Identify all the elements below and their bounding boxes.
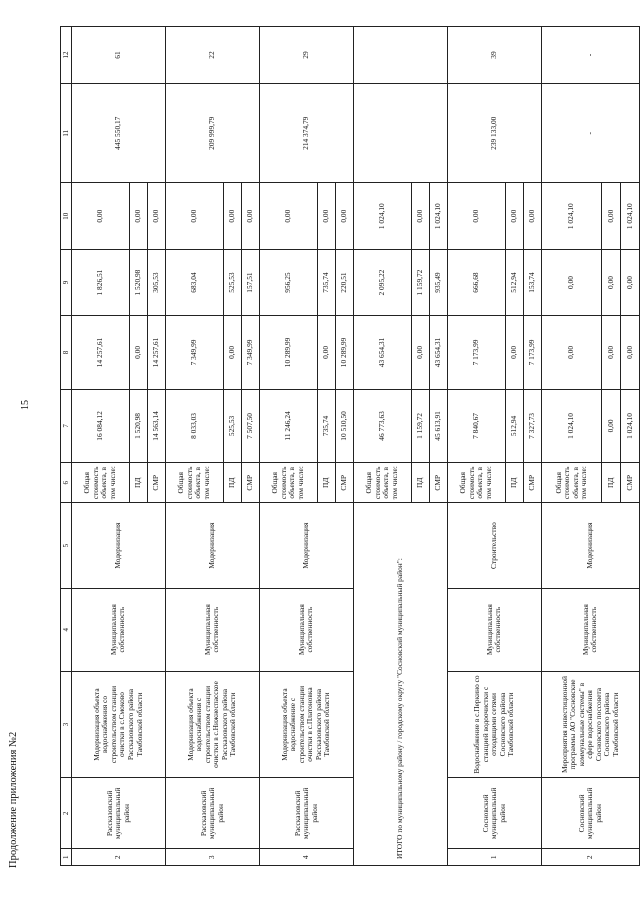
ownership-cell: Муниципальная собственность	[165, 588, 259, 671]
value-cell: 0,00	[335, 183, 353, 249]
empty-cell	[353, 83, 447, 183]
value-cell: 220,51	[335, 249, 353, 315]
value-cell: 0,00	[317, 183, 335, 249]
value-cell: 0,00	[541, 249, 601, 315]
object-name-cell: Мероприятия инвестиционной программы АО "Сосновские коммунальные системы" в сфере водоснабжения Сосновского поссовета Сосновского района Тамбовской области	[541, 671, 639, 778]
value-cell: 0,00	[411, 183, 429, 249]
value-cell: 512,94	[505, 389, 523, 462]
total-row	[353, 27, 411, 866]
value-cell: 43 654,31	[353, 316, 411, 389]
column-number: 2	[61, 778, 72, 849]
value-cell: 0,00	[602, 183, 621, 249]
district-cell: Сосновский муниципальный район	[541, 778, 639, 849]
value-cell: 0,00	[317, 316, 335, 389]
row-number-cell: 4	[259, 849, 353, 866]
table-row	[72, 27, 130, 866]
count-cell: 29	[259, 27, 353, 84]
value-cell: 0,00	[620, 249, 639, 315]
value-cell: 0,00	[602, 249, 621, 315]
value-cell: 0,00	[129, 183, 147, 249]
district-cell: Рассказовский муниципальный район	[165, 778, 259, 849]
value-cell: 525,53	[223, 389, 241, 462]
column-number: 5	[61, 503, 72, 588]
objects-table	[60, 26, 640, 866]
cost-type-cell: ПД	[505, 463, 523, 503]
work-type-cell: Модернизация	[72, 503, 166, 588]
value-cell: 0,00	[223, 316, 241, 389]
value-cell: 7 173,99	[447, 316, 505, 389]
cost-type-cell: Общая стоимость объекта, в том числе:	[541, 463, 601, 503]
capacity-cell: 239 133,00	[447, 83, 541, 183]
value-cell: 0,00	[602, 389, 621, 462]
value-cell: 1 520,98	[129, 249, 147, 315]
cost-type-cell: СМР	[335, 463, 353, 503]
cost-type-cell: СМР	[620, 463, 639, 503]
value-cell: 0,00	[129, 316, 147, 389]
value-cell: 1 159,72	[411, 249, 429, 315]
empty-cell	[353, 27, 447, 84]
cost-type-cell: Общая стоимость объекта, в том числе:	[353, 463, 411, 503]
column-number: 6	[61, 463, 72, 503]
value-cell: 1 159,72	[411, 389, 429, 462]
count-cell: -	[541, 27, 639, 84]
value-cell: 1 024,10	[620, 389, 639, 462]
column-number: 12	[61, 27, 72, 84]
value-cell: 0,00	[223, 183, 241, 249]
cost-type-cell: ПД	[317, 463, 335, 503]
value-cell: 14 257,61	[72, 316, 130, 389]
count-cell: 61	[72, 27, 166, 84]
table-row	[447, 27, 505, 866]
value-cell: 10 289,99	[259, 316, 317, 389]
value-cell: 0,00	[72, 183, 130, 249]
capacity-cell: 445 550,17	[72, 83, 166, 183]
object-name-cell: Модернизация объекта водоснабжения с строительством станции очистки в с.Нижнеспасское Рассказовского района Тамбовской области	[165, 671, 259, 778]
column-number: 1	[61, 849, 72, 866]
row-number-cell: 2	[72, 849, 166, 866]
value-cell: 666,68	[447, 249, 505, 315]
value-cell: 0,00	[259, 183, 317, 249]
value-cell: 7 349,99	[241, 316, 259, 389]
cost-type-cell: Общая стоимость объекта, в том числе:	[447, 463, 505, 503]
ownership-cell: Муниципальная собственность	[447, 588, 541, 671]
cost-type-cell: Общая стоимость объекта, в том числе:	[165, 463, 223, 503]
value-cell: 46 773,63	[353, 389, 411, 462]
column-number: 3	[61, 671, 72, 778]
value-cell: 525,53	[223, 249, 241, 315]
table-row	[541, 27, 601, 866]
capacity-cell: 214 374,79	[259, 83, 353, 183]
column-number: 11	[61, 83, 72, 183]
value-cell: 0,00	[447, 183, 505, 249]
row-number-cell: 3	[165, 849, 259, 866]
district-cell: Рассказовский муниципальный район	[72, 778, 166, 849]
cost-type-cell: СМР	[241, 463, 259, 503]
value-cell: 157,51	[241, 249, 259, 315]
value-cell: 0,00	[505, 183, 523, 249]
value-cell: 1 024,10	[541, 389, 601, 462]
value-cell: 1 024,10	[620, 183, 639, 249]
district-cell: Сосновский муниципальный район	[447, 778, 541, 849]
value-cell: 11 246,24	[259, 389, 317, 462]
total-label-cell: ИТОГО по муниципальному району / городскому округу "Сосновский муниципальный район":	[353, 503, 447, 866]
value-cell: 1 520,98	[129, 389, 147, 462]
capacity-cell: -	[541, 83, 639, 183]
value-cell: 0,00	[602, 316, 621, 389]
page-number: 15	[20, 400, 31, 410]
value-cell: 305,53	[147, 249, 165, 315]
work-type-cell: Строительство	[447, 503, 541, 588]
value-cell: 153,74	[523, 249, 541, 315]
cost-type-cell: Общая стоимость объекта, в том числе:	[259, 463, 317, 503]
count-cell: 22	[165, 27, 259, 84]
district-cell: Рассказовский муниципальный район	[259, 778, 353, 849]
value-cell: 512,94	[505, 249, 523, 315]
count-cell: 39	[447, 27, 541, 84]
cost-type-cell: СМР	[429, 463, 447, 503]
value-cell: 7 327,73	[523, 389, 541, 462]
rotated-table-wrapper	[60, 26, 640, 866]
value-cell: 0,00	[165, 183, 223, 249]
ownership-cell: Муниципальная собственность	[541, 588, 639, 671]
value-cell: 7 173,99	[523, 316, 541, 389]
value-cell: 14 257,61	[147, 316, 165, 389]
value-cell: 0,00	[620, 316, 639, 389]
cost-type-cell: ПД	[411, 463, 429, 503]
object-name-cell: Водоснабжение в с.Перкино со станцией водоочистки с отходящими сетями Сосновского района Тамбовской области	[447, 671, 541, 778]
value-cell: 935,49	[429, 249, 447, 315]
object-name-cell: Модернизация объекта водоснабжение с строительством станции очистки в с.Платоновка Рассказовского района Тамбовской области	[259, 671, 353, 778]
value-cell: 7 840,67	[447, 389, 505, 462]
value-cell: 0,00	[411, 316, 429, 389]
value-cell: 683,04	[165, 249, 223, 315]
value-cell: 2 095,22	[353, 249, 411, 315]
cost-type-cell: ПД	[223, 463, 241, 503]
ownership-cell: Муниципальная собственность	[259, 588, 353, 671]
cost-type-cell: СМР	[147, 463, 165, 503]
value-cell: 0,00	[505, 316, 523, 389]
table-row	[165, 27, 223, 866]
column-number: 8	[61, 316, 72, 389]
value-cell: 7 349,99	[165, 316, 223, 389]
cost-type-cell: Общая стоимость объекта, в том числе:	[72, 463, 130, 503]
table-row	[259, 27, 317, 866]
value-cell: 735,74	[317, 249, 335, 315]
value-cell: 735,74	[317, 389, 335, 462]
column-number: 9	[61, 249, 72, 315]
page-header: Продолжение приложения №2	[8, 731, 19, 868]
ownership-cell: Муниципальная собственность	[72, 588, 166, 671]
value-cell: 1 024,10	[541, 183, 601, 249]
value-cell: 1 024,10	[429, 183, 447, 249]
value-cell: 10 510,50	[335, 389, 353, 462]
value-cell: 10 289,99	[335, 316, 353, 389]
cost-type-cell: ПД	[129, 463, 147, 503]
value-cell: 8 033,03	[165, 389, 223, 462]
value-cell: 0,00	[147, 183, 165, 249]
row-number-cell: 2	[541, 849, 639, 866]
row-number-cell: 1	[447, 849, 541, 866]
work-type-cell: Модернизация	[541, 503, 639, 588]
value-cell: 16 084,12	[72, 389, 130, 462]
cost-type-cell: ПД	[602, 463, 621, 503]
value-cell: 7 507,50	[241, 389, 259, 462]
column-number: 4	[61, 588, 72, 671]
value-cell: 45 613,91	[429, 389, 447, 462]
column-number: 7	[61, 389, 72, 462]
value-cell: 1 024,10	[353, 183, 411, 249]
work-type-cell: Модернизация	[259, 503, 353, 588]
value-cell: 1 826,51	[72, 249, 130, 315]
cost-type-cell: СМР	[523, 463, 541, 503]
value-cell: 0,00	[541, 316, 601, 389]
work-type-cell: Модернизация	[165, 503, 259, 588]
column-number: 10	[61, 183, 72, 249]
value-cell: 0,00	[241, 183, 259, 249]
value-cell: 14 563,14	[147, 389, 165, 462]
column-number-row	[61, 27, 72, 866]
value-cell: 0,00	[523, 183, 541, 249]
capacity-cell: 209 999,79	[165, 83, 259, 183]
value-cell: 956,25	[259, 249, 317, 315]
value-cell: 43 654,31	[429, 316, 447, 389]
object-name-cell: Модернизация объекта водоснабжения со строительством станции очистки в с.Смоково Рассказовского района Тамбовской области	[72, 671, 166, 778]
